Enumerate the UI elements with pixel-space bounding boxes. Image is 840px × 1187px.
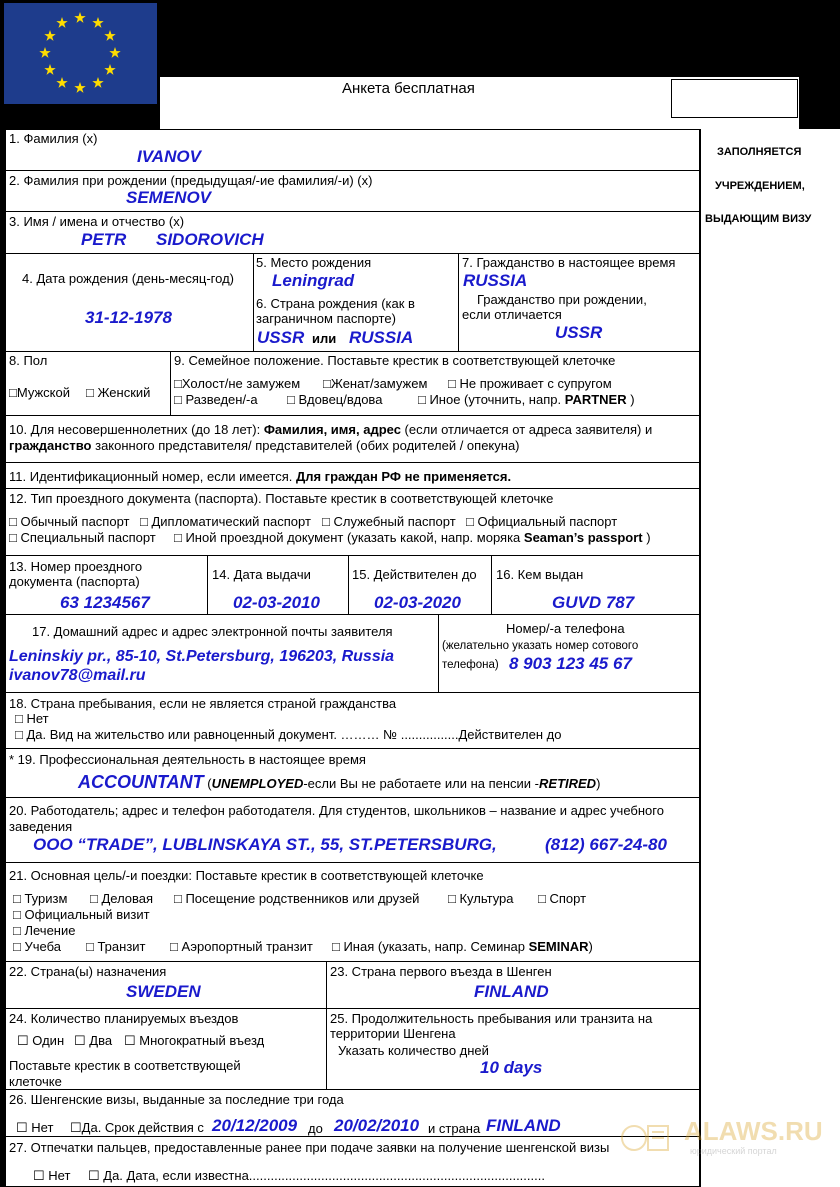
sex-male-checkbox[interactable]: □Мужской (9, 385, 70, 400)
purpose-other-close: ) (588, 939, 593, 954)
justice-scales-icon (620, 1120, 676, 1156)
occupation-note-text: -если Вы не работаете или на пенсии - (303, 776, 540, 791)
purpose-transit-checkbox[interactable]: □ Транзит (86, 939, 146, 954)
birth-surname-value: SEMENOV (126, 188, 212, 207)
passport-number-label-1: 13. Номер проездного (9, 559, 143, 574)
given-name-value: PETR (81, 230, 127, 249)
residence-yes-checkbox[interactable]: □ Да. Вид на жительство или равноценный документ. ……… № ................Действителен до (15, 727, 562, 742)
first-entry-value: FINLAND (474, 982, 549, 1001)
valid-until-label: 15. Действителен до (352, 567, 477, 582)
marital-divorced-checkbox[interactable]: □ Разведен/-а (174, 392, 258, 407)
duration-label-1: 25. Продолжительность пребывания или транзита на (330, 1011, 653, 1026)
patronymic-value: SIDOROVICH (156, 230, 264, 249)
employer-label-1: 20. Работодатель; адрес и телефон работодателя. Для студентов, школьников – название и адрес учебного (9, 803, 664, 818)
eu-flag (4, 3, 157, 104)
destination-label: 22. Страна(ы) назначения (9, 964, 167, 979)
employer-label-2: заведения (9, 819, 73, 834)
previous-visa-country-word: и страна (428, 1121, 481, 1136)
citizenship-value: RUSSIA (463, 271, 528, 290)
previous-visa-to: 20/02/2010 (334, 1116, 420, 1135)
id-number-line (9, 469, 511, 484)
doc-other-close: ) (646, 530, 651, 545)
purpose-medical-checkbox[interactable]: □ Лечение (13, 923, 76, 938)
office-box (671, 79, 798, 118)
official-use-line-2: УЧРЕЖДЕНИЕМ, (715, 180, 805, 192)
previous-visa-to-word: до (308, 1121, 323, 1136)
field-surname[interactable] (5, 129, 700, 171)
fingerprints-label: 27. Отпечатки пальцев, предоставленные ранее при подаче заявки на получение шенгенской визы (9, 1140, 610, 1155)
occupation-line (78, 772, 600, 792)
duration-value: 10 days (480, 1058, 543, 1077)
birth-date-value: 31-12-1978 (85, 308, 172, 327)
minor-guardian-line-1 (9, 422, 652, 437)
birth-country-value-1: USSR (257, 328, 305, 347)
minor-guardian-text-3: законного представителя/ представителей (обих родителей / опекуна) (91, 438, 520, 453)
form-title: Анкета бесплатная (342, 80, 475, 97)
surname-value: IVANOV (137, 147, 201, 166)
surname-label: 1. Фамилия (x) (9, 131, 98, 146)
purpose-visit-checkbox[interactable]: □ Посещение родственников или друзей (174, 891, 420, 906)
minor-guardian-bold-2: гражданство (9, 438, 92, 453)
valid-until-value: 02-03-2020 (374, 593, 461, 612)
purpose-culture-checkbox[interactable]: □ Культура (448, 891, 514, 906)
doc-ordinary-checkbox[interactable]: □ Обычный паспорт (9, 514, 130, 529)
email-value: ivanov78@mail.ru (9, 667, 146, 684)
duration-label-2: территории Шенгена (330, 1026, 456, 1041)
fingerprints-yes-checkbox[interactable]: ☐ Да. Дата, если известна.................................................................................. (88, 1168, 545, 1183)
id-number-label: 11. Идентификационный номер, если имеется. (9, 469, 296, 484)
issued-by-value: GUVD 787 (552, 593, 635, 612)
first-entry-label: 23. Страна первого въезда в Шенген (330, 964, 552, 979)
previous-visa-from: 20/12/2009 (212, 1116, 298, 1135)
entries-note-2: клеточке (9, 1074, 62, 1089)
phone-note-2: телефона) (442, 659, 499, 671)
birth-place-value: Leningrad (272, 271, 355, 290)
entries-single-checkbox[interactable]: ☐ Один (17, 1033, 65, 1048)
phone-value: 8 903 123 45 67 (509, 654, 632, 673)
home-address-value: Leninskiy pr., 85-10, St.Petersburg, 196203, Russia (9, 648, 395, 665)
marital-separated-checkbox[interactable]: □ Не проживает с супругом (448, 376, 612, 391)
purpose-tourism-checkbox[interactable]: □ Туризм (13, 891, 68, 906)
occupation-note-close: ) (596, 776, 601, 791)
issued-by-label: 16. Кем выдан (496, 567, 584, 582)
marital-other-row[interactable] (418, 392, 635, 407)
doc-diplomatic-checkbox[interactable]: □ Дипломатический паспорт (140, 514, 311, 529)
passport-number-label-2: документа (паспорта) (9, 574, 140, 589)
minor-guardian-text-2: (если отличается от адреса заявителя) и (400, 422, 653, 437)
phone-label: Номер/-а телефона (506, 621, 625, 636)
watermark-subtitle: юридический портал (690, 1146, 777, 1156)
entries-double-checkbox[interactable]: ☐ Два (74, 1033, 113, 1048)
previous-visas-no-checkbox[interactable]: ☐ Нет (16, 1120, 54, 1135)
destination-value: SWEDEN (126, 982, 201, 1001)
entries-note-1: Поставьте крестик в соответствующей (9, 1058, 241, 1073)
marital-married-checkbox[interactable]: □Женат/замужем (323, 376, 428, 391)
watermark-brand: ALAWS.RU (684, 1116, 823, 1146)
previous-visa-country: FINLAND (486, 1116, 561, 1135)
previous-visas-yes-checkbox[interactable]: ☐Да. Срок действия с (70, 1120, 204, 1135)
home-address-label: 17. Домашний адрес и адрес электронной почты заявителя (32, 624, 393, 639)
given-names-label: 3. Имя / имена и отчество (x) (9, 214, 185, 229)
marital-widowed-checkbox[interactable]: □ Вдовец/вдова (287, 392, 383, 407)
sex-female-checkbox[interactable]: □ Женский (86, 385, 151, 400)
birth-country-or: или (312, 331, 337, 346)
occupation-retired: RETIRED (539, 776, 597, 791)
purpose-official-checkbox[interactable]: □ Официальный визит (13, 907, 150, 922)
marital-other-value: PARTNER (564, 392, 627, 407)
doc-other-checkbox[interactable]: □ Иной проездной документ (указать какой, напр. моряка (174, 530, 521, 545)
birth-citizenship-label-1: Гражданство при рождении, (477, 292, 647, 307)
purpose-other-value: SEMINAR (528, 939, 589, 954)
passport-number-value: 63 1234567 (60, 593, 150, 612)
purpose-study-checkbox[interactable]: □ Учеба (13, 939, 61, 954)
purpose-sport-checkbox[interactable]: □ Спорт (538, 891, 587, 906)
official-use-line-1: ЗАПОЛНЯЕТСЯ (717, 146, 802, 158)
birth-surname-label: 2. Фамилия при рождении (предыдущая/-ие фамилия/-и) (x) (9, 173, 373, 188)
purpose-other-row[interactable] (332, 939, 593, 954)
birth-place-label: 5. Место рождения (256, 255, 372, 270)
purpose-other-checkbox[interactable]: □ Иная (указать, напр. Семинар (332, 939, 525, 954)
sex-label: 8. Пол (9, 353, 48, 368)
duration-label-3: Указать количество дней (338, 1043, 489, 1058)
minor-guardian-line-2 (9, 438, 520, 453)
phone-note-1: (желательно указать номер сотового (442, 640, 639, 652)
occupation-label: * 19. Профессиональная деятельность в настоящее время (9, 752, 366, 767)
doc-other-value: Seaman’s passport (523, 530, 643, 545)
doc-official-checkbox[interactable]: □ Официальный паспорт (466, 514, 618, 529)
birth-country-label-2: заграничном паспорте) (256, 311, 396, 326)
document-type-label: 12. Тип проездного документа (паспорта). Поставьте крестик в соответствующей клеточке (9, 491, 554, 506)
marital-other-checkbox[interactable]: □ Иное (уточнить, напр. (418, 392, 562, 407)
eu-stars-icon (4, 3, 157, 104)
marital-status-label: 9. Семейное положение. Поставьте крестик в соответствующей клеточке (174, 353, 616, 368)
purpose-business-checkbox[interactable]: □ Деловая (90, 891, 154, 906)
minor-guardian-bold-1: Фамилия, имя, адрес (263, 422, 401, 437)
purpose-airport-transit-checkbox[interactable]: □ Аэропортный транзит (170, 939, 313, 954)
doc-service-checkbox[interactable]: □ Служебный паспорт (322, 514, 456, 529)
employer-value: OOO “TRADE”, LUBLINSKAYA ST., 55, ST.PETERSBURG, (33, 835, 497, 854)
minor-guardian-text-1: 10. Для несовершеннолетних (до 18 лет): (9, 422, 264, 437)
field-birth-date[interactable] (5, 253, 254, 352)
id-number-note: Для граждан РФ не применяется. (295, 469, 512, 484)
birth-country-value-2: RUSSIA (349, 328, 414, 347)
official-use-column (700, 129, 840, 1187)
employer-phone: (812) 667-24-80 (545, 835, 667, 854)
entries-label: 24. Количество планируемых въездов (9, 1011, 239, 1026)
entries-multiple-checkbox[interactable]: ☐ Многократный въезд (124, 1033, 265, 1048)
residence-country-label: 18. Страна пребывания, если не является страной гражданства (9, 696, 397, 711)
occupation-value: ACCOUNTANT (78, 772, 204, 792)
doc-other-row[interactable] (174, 530, 651, 545)
previous-visas-label: 26. Шенгенские визы, выданные за последние три года (9, 1092, 344, 1107)
occupation-unemployed: UNEMPLOYED (211, 776, 304, 791)
trip-purpose-label: 21. Основная цель/-и поездки: Поставьте крестик в соответствующей клеточке (9, 868, 484, 883)
marital-other-close: ) (630, 392, 635, 407)
birth-date-label: 4. Дата рождения (день-месяц-год) (22, 271, 234, 286)
doc-special-checkbox[interactable]: □ Специальный паспорт (9, 530, 156, 545)
occupation-note-open: ( (203, 776, 212, 791)
birth-citizenship-label-2: если отличается (462, 307, 562, 322)
birth-country-label-1: 6. Страна рождения (как в (256, 296, 415, 311)
marital-single-checkbox[interactable]: □Холост/не замужем (174, 376, 301, 391)
official-use-line-3: ВЫДАЮЩИМ ВИЗУ (705, 213, 812, 225)
residence-no-checkbox[interactable]: □ Нет (15, 711, 49, 726)
birth-citizenship-value: USSR (555, 323, 603, 342)
citizenship-label: 7. Гражданство в настоящее время (462, 255, 676, 270)
fingerprints-no-checkbox[interactable]: ☐ Нет (33, 1168, 71, 1183)
issue-date-label: 14. Дата выдачи (212, 567, 311, 582)
issue-date-value: 02-03-2010 (233, 593, 320, 612)
